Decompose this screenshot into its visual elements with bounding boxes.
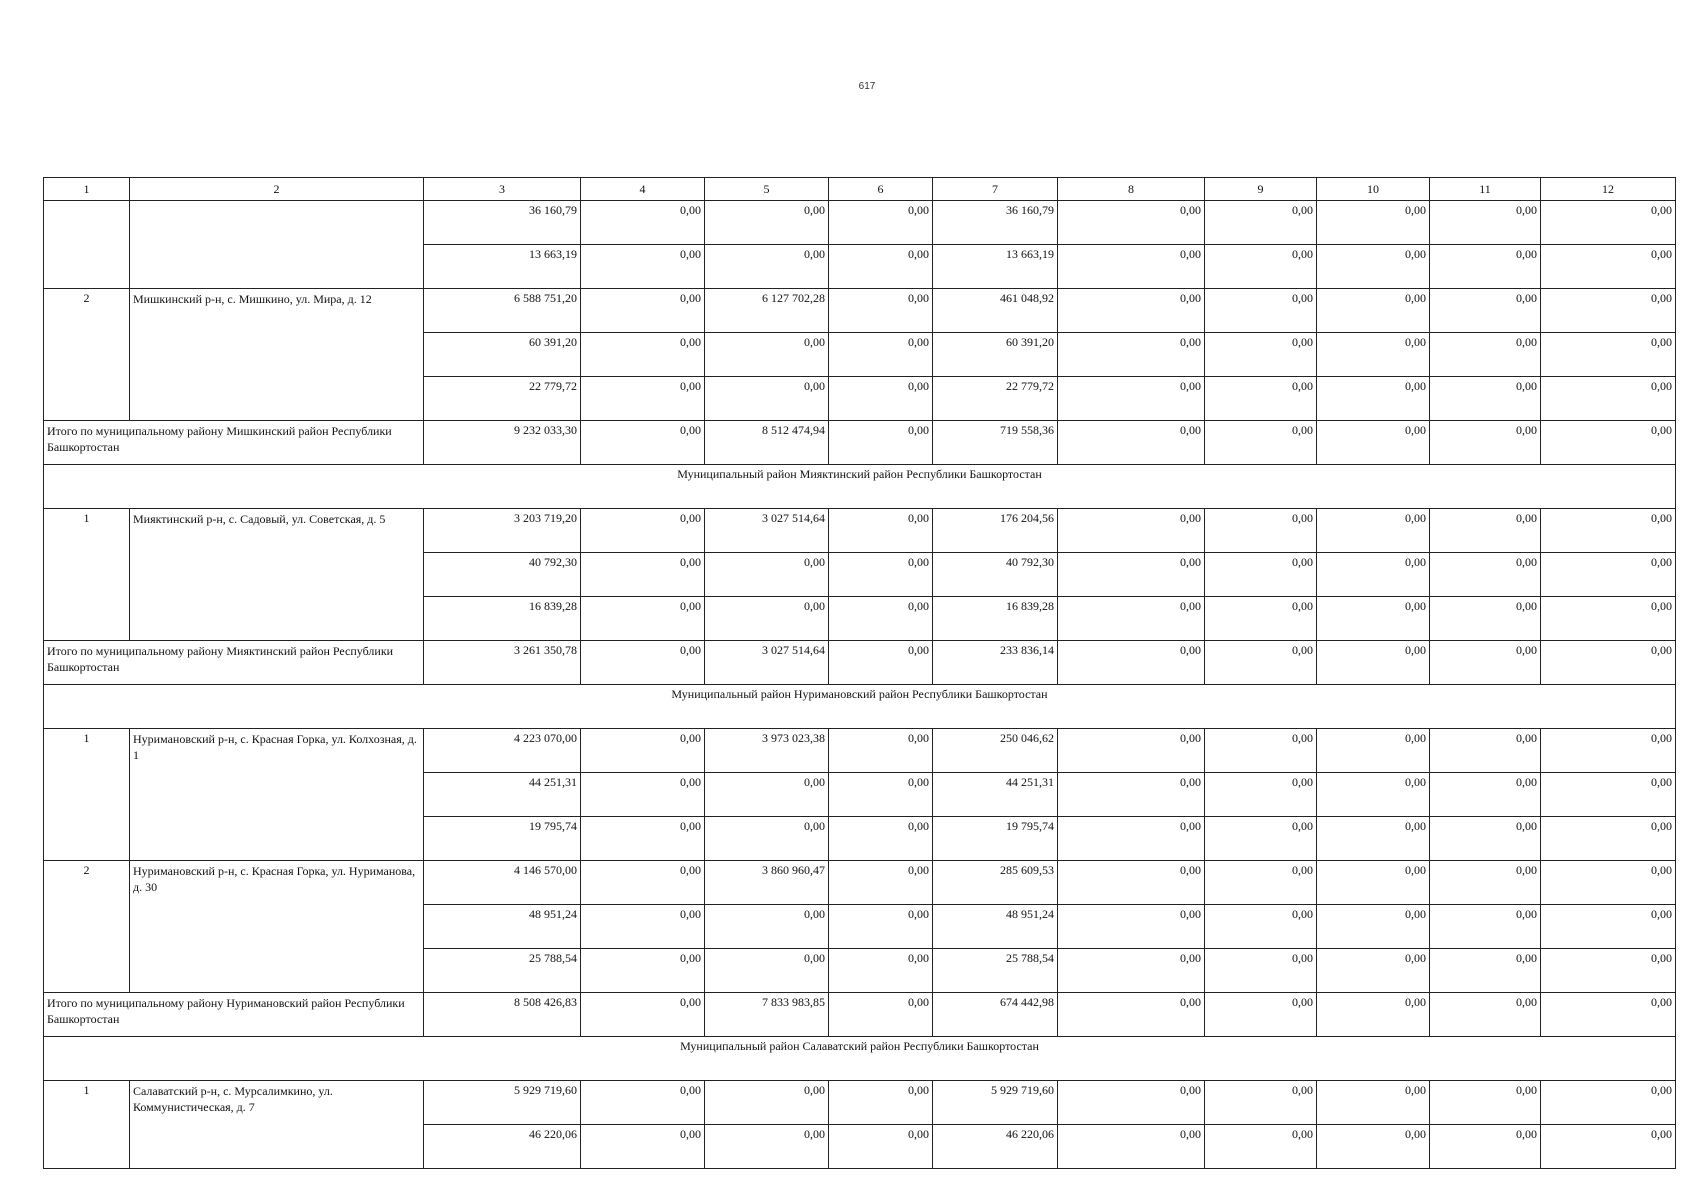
value-cell: 0,00	[1317, 377, 1430, 421]
value-cell: 0,00	[1430, 1125, 1541, 1169]
value-cell: 0,00	[1430, 949, 1541, 993]
page-number: 617	[858, 81, 876, 92]
value-cell: 0,00	[829, 289, 933, 333]
value-cell: 0,00	[1430, 817, 1541, 861]
value-cell: 0,00	[1205, 993, 1317, 1037]
row-number: 2	[44, 289, 130, 421]
value-cell: 13 663,19	[933, 245, 1058, 289]
value-cell: 0,00	[1205, 641, 1317, 685]
column-header: 8	[1058, 178, 1205, 201]
value-cell: 0,00	[1317, 729, 1430, 773]
value-cell: 0,00	[1058, 729, 1205, 773]
row-number: 1	[44, 729, 130, 861]
row-number: 2	[44, 861, 130, 993]
section-title: Муниципальный район Салаватский район Республики Башкортостан	[44, 1037, 1676, 1081]
value-cell: 0,00	[1541, 1125, 1676, 1169]
value-cell: 674 442,98	[933, 993, 1058, 1037]
total-label: Итого по муниципальному району Нуримановский район Республики Башкортостан	[44, 993, 424, 1037]
value-cell: 0,00	[1317, 333, 1430, 377]
address-cell	[130, 201, 424, 289]
value-cell: 0,00	[1430, 553, 1541, 597]
value-cell: 0,00	[1317, 597, 1430, 641]
value-cell: 7 833 983,85	[705, 993, 829, 1037]
value-cell: 0,00	[829, 641, 933, 685]
value-cell: 0,00	[705, 333, 829, 377]
value-cell: 0,00	[705, 377, 829, 421]
value-cell: 0,00	[1317, 1125, 1430, 1169]
value-cell: 0,00	[1317, 553, 1430, 597]
value-cell: 0,00	[1541, 729, 1676, 773]
value-cell: 0,00	[1541, 861, 1676, 905]
value-cell: 3 027 514,64	[705, 509, 829, 553]
value-cell: 0,00	[1430, 377, 1541, 421]
value-cell: 0,00	[1205, 201, 1317, 245]
value-cell: 0,00	[1058, 597, 1205, 641]
value-cell: 0,00	[581, 949, 705, 993]
value-cell: 0,00	[1205, 861, 1317, 905]
value-cell: 0,00	[1430, 421, 1541, 465]
column-header: 1	[44, 178, 130, 201]
value-cell: 0,00	[581, 993, 705, 1037]
value-cell: 0,00	[1541, 949, 1676, 993]
value-cell: 0,00	[1430, 729, 1541, 773]
value-cell: 16 839,28	[424, 597, 581, 641]
value-cell: 0,00	[829, 861, 933, 905]
value-cell: 0,00	[581, 729, 705, 773]
value-cell: 0,00	[1317, 949, 1430, 993]
value-cell: 0,00	[581, 245, 705, 289]
value-cell: 0,00	[1541, 817, 1676, 861]
value-cell: 46 220,06	[424, 1125, 581, 1169]
value-cell: 0,00	[581, 509, 705, 553]
value-cell: 0,00	[829, 773, 933, 817]
value-cell: 46 220,06	[933, 1125, 1058, 1169]
row-number	[44, 201, 130, 289]
value-cell: 0,00	[1430, 289, 1541, 333]
column-header: 12	[1541, 178, 1676, 201]
value-cell: 36 160,79	[424, 201, 581, 245]
value-cell: 8 512 474,94	[705, 421, 829, 465]
value-cell: 0,00	[705, 773, 829, 817]
value-cell: 0,00	[1058, 817, 1205, 861]
value-cell: 36 160,79	[933, 201, 1058, 245]
value-cell: 0,00	[1058, 773, 1205, 817]
value-cell: 0,00	[1317, 509, 1430, 553]
column-header: 7	[933, 178, 1058, 201]
value-cell: 0,00	[1317, 861, 1430, 905]
value-cell: 0,00	[829, 1125, 933, 1169]
value-cell: 22 779,72	[933, 377, 1058, 421]
value-cell: 0,00	[705, 905, 829, 949]
value-cell: 0,00	[1205, 421, 1317, 465]
section-row	[44, 685, 1676, 729]
value-cell: 0,00	[1317, 245, 1430, 289]
value-cell: 6 588 751,20	[424, 289, 581, 333]
report-body	[44, 178, 1676, 1169]
column-header-row	[44, 178, 1676, 201]
value-cell: 0,00	[1205, 289, 1317, 333]
value-cell: 44 251,31	[424, 773, 581, 817]
value-cell: 0,00	[1430, 993, 1541, 1037]
value-cell: 0,00	[581, 1081, 705, 1125]
value-cell: 0,00	[1205, 377, 1317, 421]
value-cell: 4 223 070,00	[424, 729, 581, 773]
column-header: 10	[1317, 178, 1430, 201]
address-cell: Салаватский р-н, с. Мурсалимкино, ул. Коммунистическая, д. 7	[130, 1081, 424, 1169]
total-row	[44, 641, 1676, 685]
value-cell: 0,00	[1058, 201, 1205, 245]
report-table	[43, 177, 1676, 1169]
value-cell: 0,00	[1430, 641, 1541, 685]
value-cell: 0,00	[1541, 201, 1676, 245]
column-header: 3	[424, 178, 581, 201]
value-cell: 0,00	[1058, 949, 1205, 993]
value-cell: 0,00	[829, 949, 933, 993]
table-row	[44, 201, 1676, 245]
value-cell: 0,00	[1205, 817, 1317, 861]
value-cell: 0,00	[1430, 861, 1541, 905]
value-cell: 25 788,54	[424, 949, 581, 993]
value-cell: 0,00	[1541, 245, 1676, 289]
value-cell: 0,00	[581, 597, 705, 641]
value-cell: 0,00	[1205, 245, 1317, 289]
value-cell: 0,00	[581, 201, 705, 245]
value-cell: 0,00	[705, 949, 829, 993]
value-cell: 461 048,92	[933, 289, 1058, 333]
value-cell: 0,00	[829, 509, 933, 553]
value-cell: 0,00	[1058, 245, 1205, 289]
value-cell: 0,00	[1317, 201, 1430, 245]
value-cell: 16 839,28	[933, 597, 1058, 641]
value-cell: 4 146 570,00	[424, 861, 581, 905]
value-cell: 0,00	[1058, 993, 1205, 1037]
value-cell: 8 508 426,83	[424, 993, 581, 1037]
value-cell: 0,00	[829, 597, 933, 641]
row-number: 1	[44, 1081, 130, 1169]
value-cell: 0,00	[829, 553, 933, 597]
value-cell: 22 779,72	[424, 377, 581, 421]
value-cell: 25 788,54	[933, 949, 1058, 993]
value-cell: 0,00	[829, 817, 933, 861]
row-number: 1	[44, 509, 130, 641]
value-cell: 0,00	[1058, 421, 1205, 465]
value-cell: 0,00	[1205, 773, 1317, 817]
total-label: Итого по муниципальному району Мияктинский район Республики Башкортостан	[44, 641, 424, 685]
table-row	[44, 1081, 1676, 1125]
total-label: Итого по муниципальному району Мишкинский район Республики Башкортостан	[44, 421, 424, 465]
value-cell: 13 663,19	[424, 245, 581, 289]
value-cell: 40 792,30	[424, 553, 581, 597]
value-cell: 0,00	[1205, 729, 1317, 773]
value-cell: 0,00	[1541, 597, 1676, 641]
value-cell: 0,00	[581, 1125, 705, 1169]
value-cell: 5 929 719,60	[424, 1081, 581, 1125]
value-cell: 0,00	[1317, 817, 1430, 861]
value-cell: 176 204,56	[933, 509, 1058, 553]
value-cell: 0,00	[829, 905, 933, 949]
value-cell: 60 391,20	[424, 333, 581, 377]
value-cell: 0,00	[1058, 641, 1205, 685]
address-cell: Нуримановский р-н, с. Красная Горка, ул. Колхозная, д. 1	[130, 729, 424, 861]
value-cell: 0,00	[705, 1081, 829, 1125]
value-cell: 0,00	[829, 729, 933, 773]
value-cell: 0,00	[1541, 773, 1676, 817]
value-cell: 0,00	[1541, 993, 1676, 1037]
value-cell: 0,00	[1058, 905, 1205, 949]
value-cell: 0,00	[1541, 289, 1676, 333]
value-cell: 0,00	[1205, 597, 1317, 641]
value-cell: 0,00	[1205, 509, 1317, 553]
value-cell: 250 046,62	[933, 729, 1058, 773]
value-cell: 0,00	[581, 773, 705, 817]
value-cell: 0,00	[1541, 333, 1676, 377]
value-cell: 0,00	[1541, 421, 1676, 465]
value-cell: 0,00	[829, 245, 933, 289]
value-cell: 0,00	[1430, 245, 1541, 289]
value-cell: 0,00	[1205, 1081, 1317, 1125]
value-cell: 44 251,31	[933, 773, 1058, 817]
column-header: 2	[130, 178, 424, 201]
value-cell: 3 860 960,47	[705, 861, 829, 905]
value-cell: 0,00	[705, 597, 829, 641]
value-cell: 0,00	[581, 817, 705, 861]
total-row	[44, 993, 1676, 1037]
value-cell: 0,00	[829, 333, 933, 377]
value-cell: 0,00	[1541, 509, 1676, 553]
value-cell: 6 127 702,28	[705, 289, 829, 333]
column-header: 9	[1205, 178, 1317, 201]
value-cell: 60 391,20	[933, 333, 1058, 377]
value-cell: 0,00	[581, 377, 705, 421]
value-cell: 0,00	[1058, 377, 1205, 421]
value-cell: 0,00	[1205, 949, 1317, 993]
value-cell: 0,00	[581, 861, 705, 905]
table-row	[44, 729, 1676, 773]
value-cell: 0,00	[1317, 289, 1430, 333]
value-cell: 3 973 023,38	[705, 729, 829, 773]
value-cell: 0,00	[1205, 333, 1317, 377]
address-cell: Мияктинский р-н, с. Садовый, ул. Советская, д. 5	[130, 509, 424, 641]
value-cell: 48 951,24	[424, 905, 581, 949]
value-cell: 0,00	[581, 553, 705, 597]
value-cell: 0,00	[1430, 773, 1541, 817]
value-cell: 0,00	[1058, 333, 1205, 377]
value-cell: 0,00	[1058, 553, 1205, 597]
value-cell: 0,00	[1058, 1125, 1205, 1169]
value-cell: 0,00	[581, 421, 705, 465]
value-cell: 19 795,74	[933, 817, 1058, 861]
value-cell: 0,00	[1430, 509, 1541, 553]
value-cell: 0,00	[705, 201, 829, 245]
value-cell: 0,00	[581, 641, 705, 685]
value-cell: 0,00	[829, 993, 933, 1037]
value-cell: 0,00	[1058, 509, 1205, 553]
value-cell: 0,00	[829, 377, 933, 421]
value-cell: 0,00	[581, 333, 705, 377]
value-cell: 0,00	[1430, 905, 1541, 949]
value-cell: 0,00	[1541, 641, 1676, 685]
value-cell: 0,00	[1430, 597, 1541, 641]
value-cell: 719 558,36	[933, 421, 1058, 465]
value-cell: 0,00	[1317, 773, 1430, 817]
value-cell: 0,00	[705, 1125, 829, 1169]
value-cell: 0,00	[705, 817, 829, 861]
value-cell: 40 792,30	[933, 553, 1058, 597]
value-cell: 0,00	[1317, 641, 1430, 685]
section-row	[44, 465, 1676, 509]
value-cell: 285 609,53	[933, 861, 1058, 905]
value-cell: 0,00	[581, 905, 705, 949]
table-row	[44, 509, 1676, 553]
value-cell: 0,00	[1541, 1081, 1676, 1125]
value-cell: 0,00	[581, 289, 705, 333]
value-cell: 3 203 719,20	[424, 509, 581, 553]
value-cell: 19 795,74	[424, 817, 581, 861]
value-cell: 0,00	[1058, 1081, 1205, 1125]
value-cell: 0,00	[1430, 333, 1541, 377]
value-cell: 0,00	[1430, 1081, 1541, 1125]
value-cell: 0,00	[1430, 201, 1541, 245]
value-cell: 9 232 033,30	[424, 421, 581, 465]
column-header: 4	[581, 178, 705, 201]
value-cell: 0,00	[1317, 993, 1430, 1037]
section-row	[44, 1037, 1676, 1081]
value-cell: 0,00	[829, 1081, 933, 1125]
value-cell: 0,00	[1317, 1081, 1430, 1125]
value-cell: 0,00	[705, 245, 829, 289]
value-cell: 0,00	[705, 553, 829, 597]
section-title: Муниципальный район Мияктинский район Республики Башкортостан	[44, 465, 1676, 509]
value-cell: 0,00	[1317, 905, 1430, 949]
total-row	[44, 421, 1676, 465]
column-header: 11	[1430, 178, 1541, 201]
value-cell: 5 929 719,60	[933, 1081, 1058, 1125]
column-header: 5	[705, 178, 829, 201]
value-cell: 0,00	[1058, 861, 1205, 905]
value-cell: 0,00	[1541, 553, 1676, 597]
section-title: Муниципальный район Нуримановский район Республики Башкортостан	[44, 685, 1676, 729]
address-cell: Нуримановский р-н, с. Красная Горка, ул. Нуриманова, д. 30	[130, 861, 424, 993]
value-cell: 0,00	[1058, 289, 1205, 333]
value-cell: 3 261 350,78	[424, 641, 581, 685]
column-header: 6	[829, 178, 933, 201]
value-cell: 0,00	[829, 201, 933, 245]
value-cell: 0,00	[1205, 905, 1317, 949]
value-cell: 3 027 514,64	[705, 641, 829, 685]
value-cell: 48 951,24	[933, 905, 1058, 949]
table-row	[44, 289, 1676, 333]
table-row	[44, 861, 1676, 905]
value-cell: 0,00	[1541, 905, 1676, 949]
value-cell: 233 836,14	[933, 641, 1058, 685]
value-cell: 0,00	[1541, 377, 1676, 421]
value-cell: 0,00	[1317, 421, 1430, 465]
value-cell: 0,00	[1205, 1125, 1317, 1169]
address-cell: Мишкинский р-н, с. Мишкино, ул. Мира, д. 12	[130, 289, 424, 421]
value-cell: 0,00	[829, 421, 933, 465]
value-cell: 0,00	[1205, 553, 1317, 597]
